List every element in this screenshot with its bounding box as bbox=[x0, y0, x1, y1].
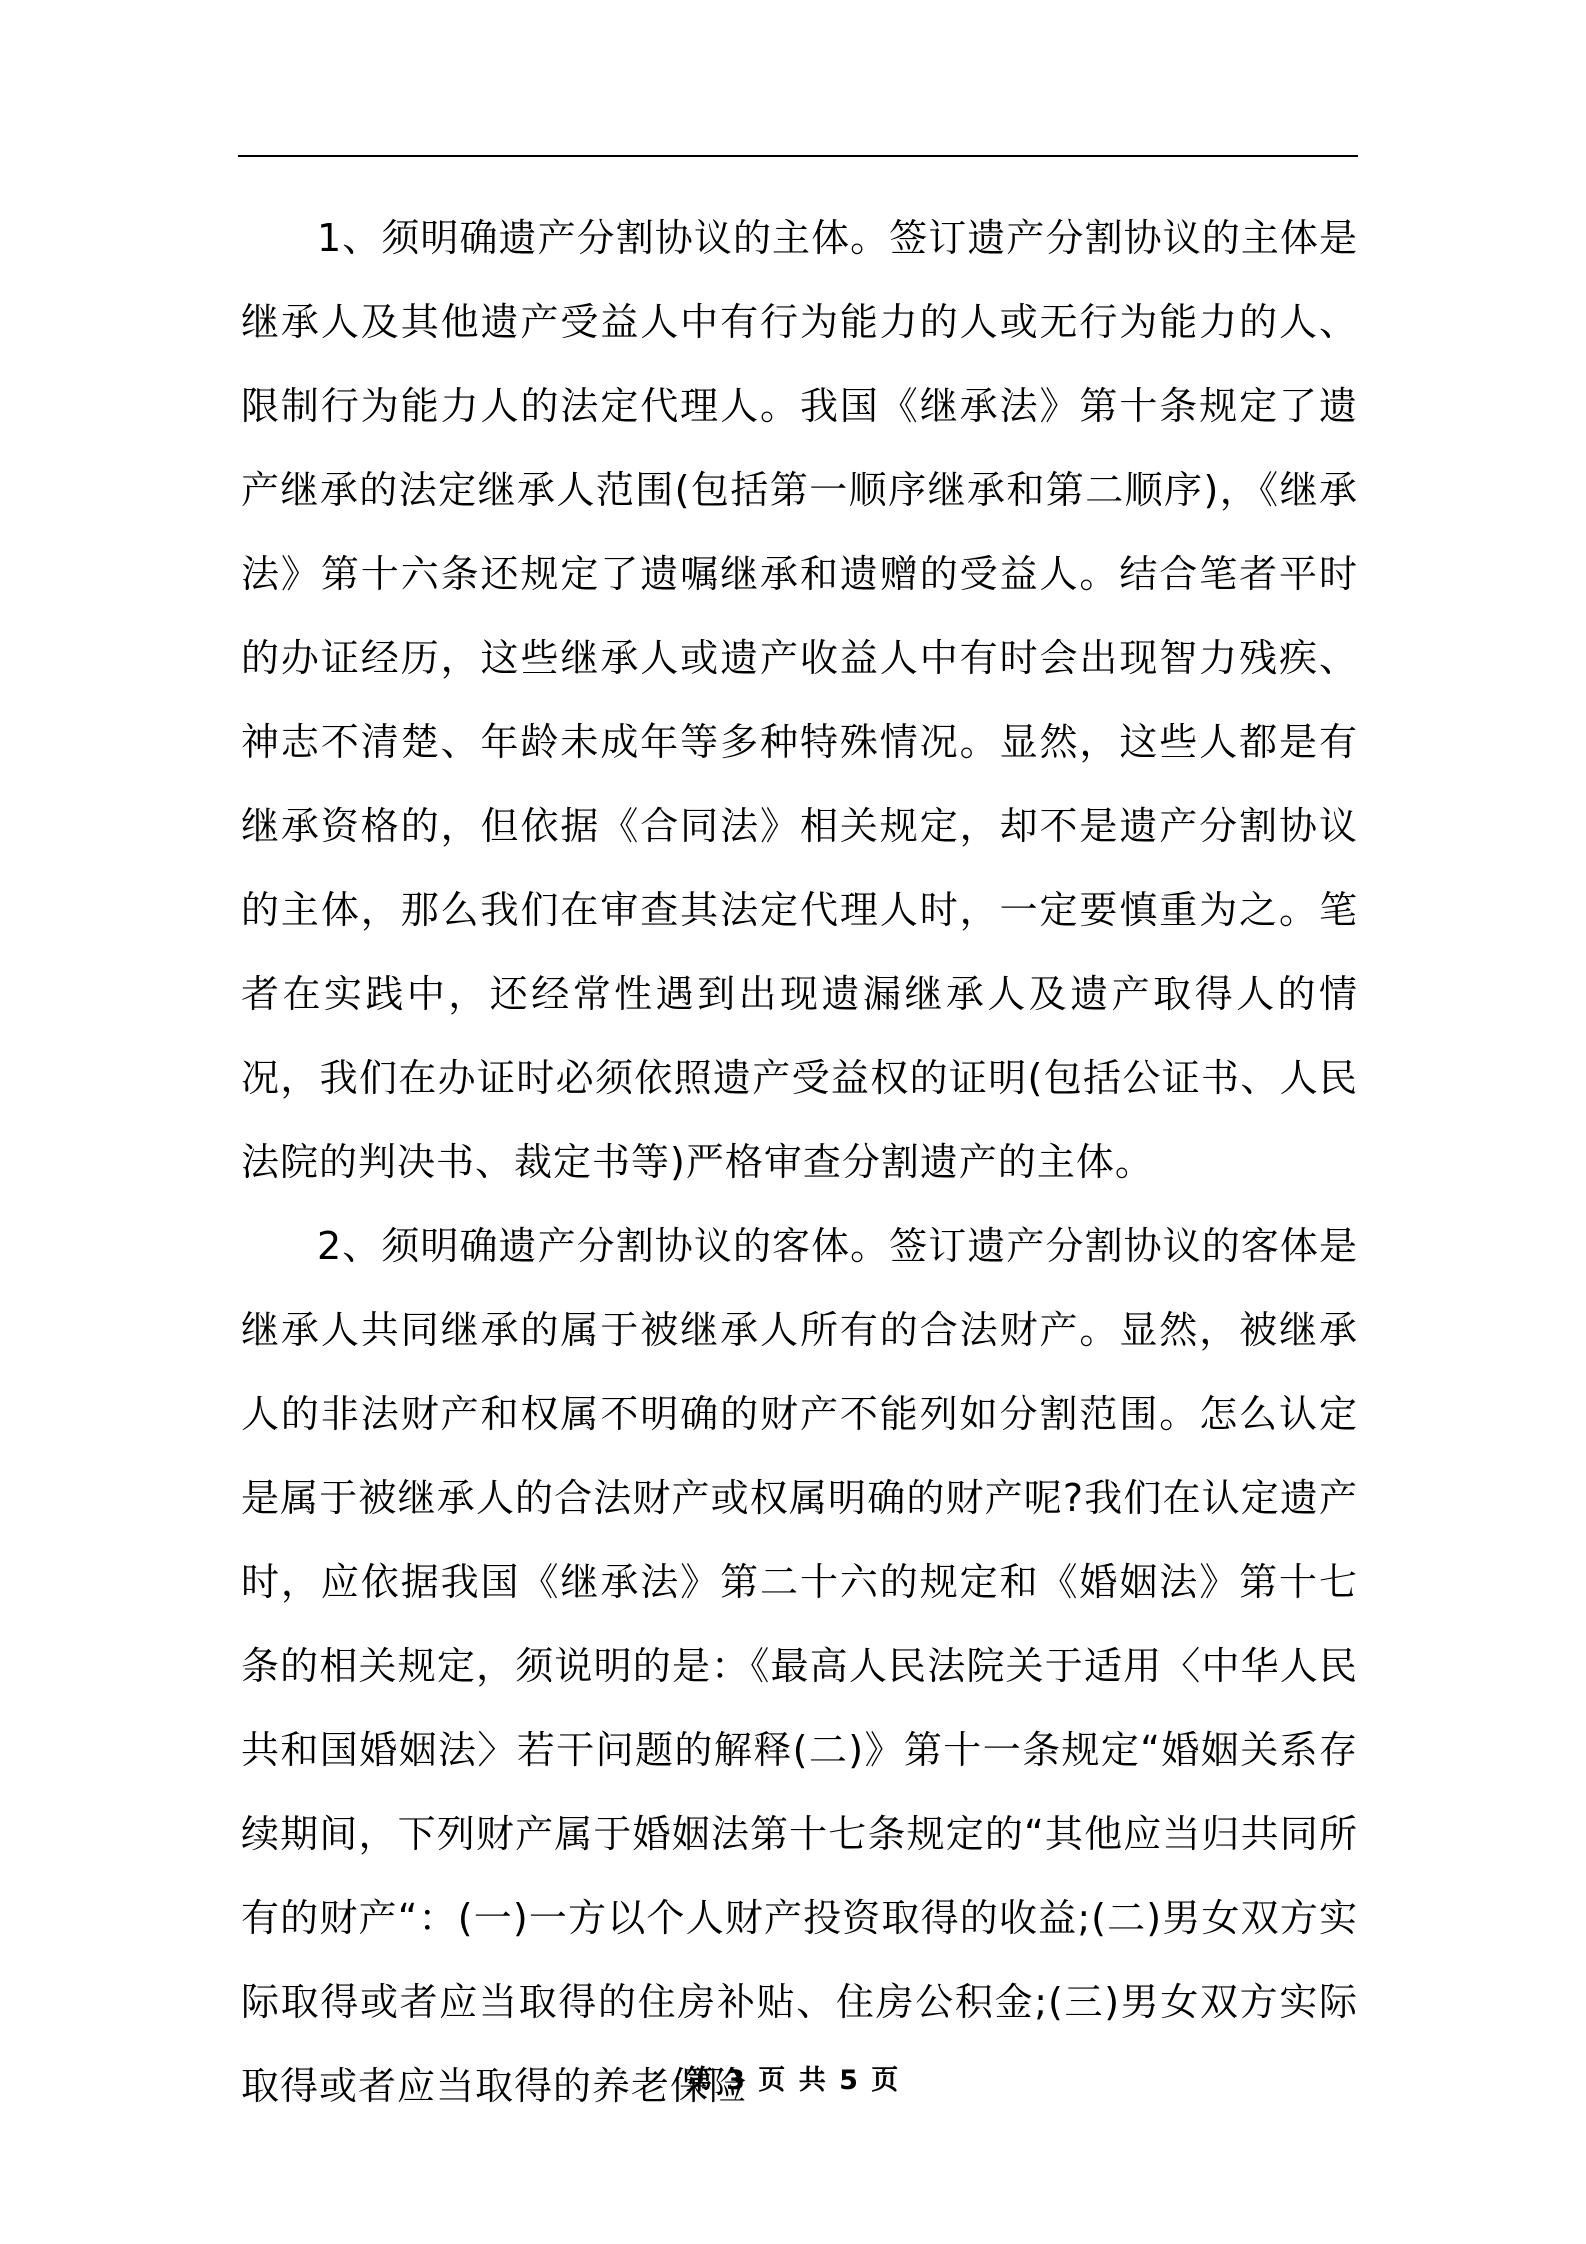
header-rule bbox=[238, 155, 1358, 157]
document-body bbox=[241, 196, 1358, 2128]
paragraph-object: 2、须明确遗产分割协议的客体。签订遗产分割协议的客体是继承人共同继承的属于被继承人所有的合法财产。显然，被继承人的非法财产和权属不明确的财产不能列如分割范围。怎么认定是属于被继承人的合法财产或权属明确的财产呢?我们在认定遗产时，应依据我国《继承法》第二十六的规定和《婚姻法》第十七条的相关规定，须说明的是：《最高人民法院关于适用〈中华人民共和国婚姻法〉若干问题的解释(二)》第十一条规定“婚姻关系存续期间，下列财产属于婚姻法第十七条规定的“其他应当归共同所有的财产“：(一)一方以个人财产投资取得的收益;(二)男女双方实际取得或者应当取得的住房补贴、住房公积金;(三)男女双方实际取得或者应当取得的养老保险 bbox=[241, 1224, 1358, 2108]
paragraph-subject: 1、须明确遗产分割协议的主体。签订遗产分割协议的主体是继承人及其他遗产受益人中有行为能力的人或无行为能力的人、限制行为能力人的法定代理人。我国《继承法》第十条规定了遗产继承的法定继承人范围(包括第一顺序继承和第二顺序)，《继承法》第十六条还规定了遗嘱继承和遗赠的受益人。结合笔者平时的办证经历，这些继承人或遗产收益人中有时会出现智力残疾、神志不清楚、年龄未成年等多种特殊情况。显然，这些人都是有继承资格的，但依据《合同法》相关规定，却不是遗产分割协议的主体，那么我们在审查其法定代理人时，一定要慎重为之。笔者在实践中，还经常性遇到出现遗漏继承人及遗产取得人的情况，我们在办证时必须依照遗产受益权的证明(包括公证书、人民法院的判决书、裁定书等)严格审查分割遗产的主体。 bbox=[241, 216, 1358, 1184]
page-number: 第 3 页 共 5 页 bbox=[685, 2065, 901, 2096]
